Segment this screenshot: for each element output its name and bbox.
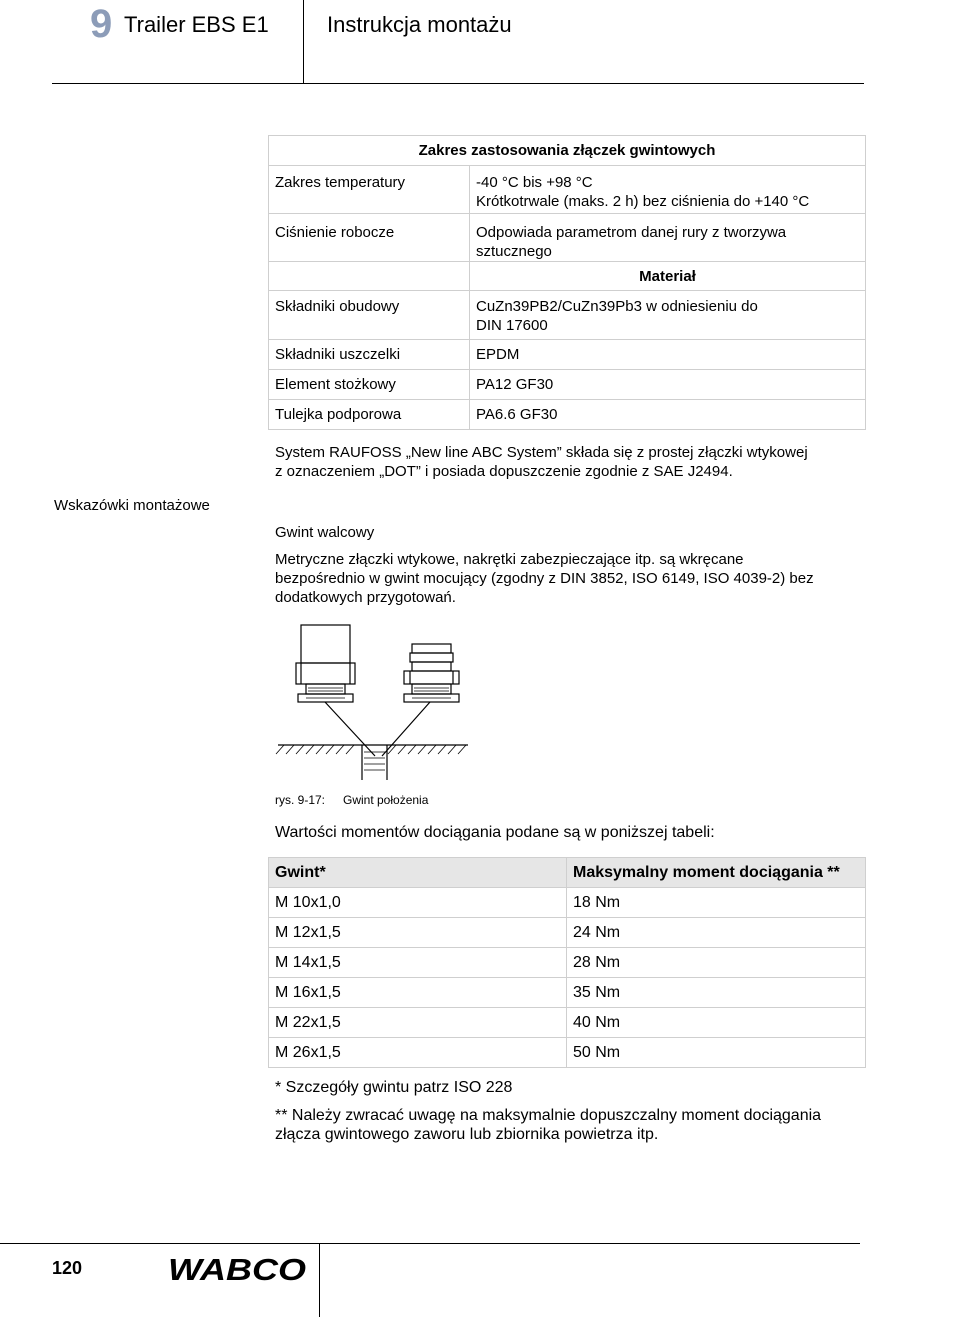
torque-value: 28 Nm xyxy=(567,948,866,978)
spec-value-line: Odpowiada parametrom danej rury z tworzywa xyxy=(476,224,787,241)
gwint-line: bezpośrednio w gwint mocujący (zgodny z DIN 3852, ISO 6149, ISO 4039-2) bez xyxy=(275,570,814,587)
table-row xyxy=(269,1008,866,1038)
torque-value: 35 Nm xyxy=(567,978,866,1008)
chapter-number: 9 xyxy=(90,2,113,46)
figure-caption: Gwint położenia xyxy=(343,793,429,807)
spec-value xyxy=(470,166,866,214)
table-row xyxy=(269,978,866,1008)
gwint-line: dodatkowych przygotowań. xyxy=(275,589,456,606)
footnote-line: złącza gwintowego zaworu lub zbiornika powietrza itp. xyxy=(275,1126,659,1143)
logo-text: WABCO xyxy=(168,1253,306,1285)
footnote-torque xyxy=(275,1106,821,1144)
thread-size: M 10x1,0 xyxy=(269,888,567,918)
spec-value-line: DIN 17600 xyxy=(476,317,548,334)
spec-label: Składniki obudowy xyxy=(269,291,470,340)
spec-value: EPDM xyxy=(470,340,866,370)
header-rule xyxy=(52,83,864,84)
torque-value: 18 Nm xyxy=(567,888,866,918)
wabco-logo xyxy=(168,1253,308,1290)
spec-value: PA12 GF30 xyxy=(470,370,866,400)
spec-value-line: -40 °C bis +98 °C xyxy=(476,174,593,191)
spec-value xyxy=(470,214,866,262)
table-row xyxy=(269,370,866,400)
column-header: Gwint* xyxy=(269,858,567,888)
table-row xyxy=(269,214,866,262)
table-row xyxy=(269,340,866,370)
torque-intro: Wartości momentów dociągania podane są w poniższej tabeli: xyxy=(275,824,715,841)
column-header: Maksymalny moment dociągania ** xyxy=(567,858,866,888)
figure-label: rys. 9-17: xyxy=(275,793,326,807)
footer-rule xyxy=(0,1243,860,1244)
raufoss-line: System RAUFOSS „New line ABC System” składa się z prostej złączki wtykowej xyxy=(275,444,808,461)
footnote-line: ** Należy zwracać uwagę na maksymalnie dopuszczalny moment dociągania xyxy=(275,1107,822,1124)
spec-label: Składniki uszczelki xyxy=(269,340,470,370)
spec-label: Tulejka podporowa xyxy=(269,400,470,430)
thread-size: M 16x1,5 xyxy=(269,978,567,1008)
page-number: 120 xyxy=(52,1258,83,1278)
table-row xyxy=(269,1038,866,1068)
thread-size: M 12x1,5 xyxy=(269,918,567,948)
spec-value-line: sztucznego xyxy=(476,243,552,260)
spec-value-line: Krótkotrwale (maks. 2 h) bez ciśnienia do +140 °C xyxy=(476,193,810,210)
torque-header-row xyxy=(269,858,866,888)
torque-value: 40 Nm xyxy=(567,1008,866,1038)
raufoss-line: z oznaczeniem „DOT” i posiada dopuszczenie zgodnie z SAE J2494. xyxy=(275,463,733,480)
spec-value-line: CuZn39PB2/CuZn39Pb3 w odniesieniu do xyxy=(476,298,758,315)
product-name: Trailer EBS E1 xyxy=(124,12,269,37)
table-row xyxy=(269,948,866,978)
spec-label: Element stożkowy xyxy=(269,370,470,400)
header-divider xyxy=(303,0,304,84)
thread-size: M 26x1,5 xyxy=(269,1038,567,1068)
table-row xyxy=(269,918,866,948)
torque-value: 24 Nm xyxy=(567,918,866,948)
side-heading: Wskazówki montażowe xyxy=(54,497,210,514)
spec-label: Zakres temperatury xyxy=(269,166,470,214)
document-title: Instrukcja montażu xyxy=(327,12,512,37)
footnote-thread: * Szczegóły gwintu patrz ISO 228 xyxy=(275,1079,513,1096)
gwint-heading: Gwint walcowy xyxy=(275,524,375,541)
footer-divider xyxy=(319,1243,320,1317)
torque-value: 50 Nm xyxy=(567,1038,866,1068)
thread-size: M 22x1,5 xyxy=(269,1008,567,1038)
spec-value: PA6.6 GF30 xyxy=(470,400,866,430)
material-header: Materiał xyxy=(470,262,866,291)
table-row xyxy=(269,888,866,918)
table-row xyxy=(269,291,866,340)
gwint-line: Metryczne złączki wtykowe, nakrętki zabezpieczające itp. są wkręcane xyxy=(275,551,744,568)
torque-table xyxy=(268,857,866,1068)
spec-table-title: Zakres zastosowania złączek gwintowych xyxy=(269,136,866,166)
thread-illustration xyxy=(270,618,480,788)
spec-label: Ciśnienie robocze xyxy=(269,214,470,262)
table-row xyxy=(269,166,866,214)
spec-table xyxy=(268,135,866,430)
thread-size: M 14x1,5 xyxy=(269,948,567,978)
spec-value xyxy=(470,291,866,340)
table-row xyxy=(269,400,866,430)
